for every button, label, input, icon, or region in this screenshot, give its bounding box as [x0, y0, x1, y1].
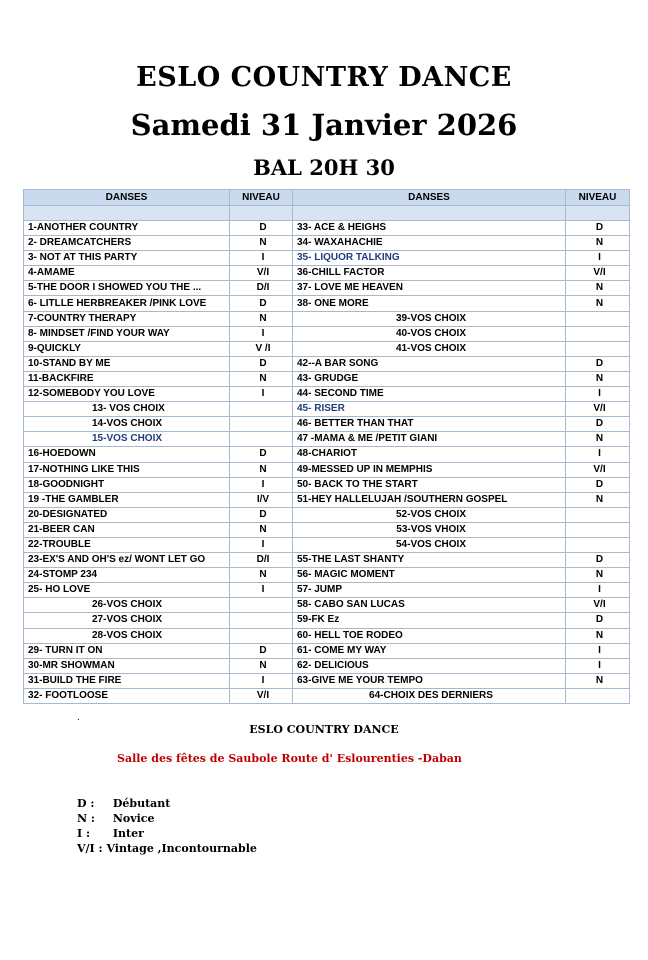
level-cell	[566, 326, 630, 341]
dance-cell: 25- HO LOVE	[24, 583, 230, 598]
dance-cell: 2- DREAMCATCHERS	[24, 236, 230, 251]
table-row	[24, 387, 630, 402]
header-niveau-right: NIVEAU	[566, 190, 630, 206]
level-cell: N	[566, 492, 630, 507]
level-cell: N	[566, 673, 630, 688]
dance-cell: 60- HELL TOE RODEO	[293, 628, 566, 643]
dance-cell: 64-CHOIX DES DERNIERS	[293, 688, 566, 703]
level-cell: D	[566, 553, 630, 568]
level-cell: N	[566, 371, 630, 386]
level-cell: D	[230, 643, 293, 658]
table-row	[24, 673, 630, 688]
dance-cell: 12-SOMEBODY YOU LOVE	[24, 387, 230, 402]
dance-cell: 46- BETTER THAN THAT	[293, 417, 566, 432]
table-row	[24, 537, 630, 552]
level-cell: D	[566, 417, 630, 432]
level-cell	[230, 402, 293, 417]
dance-cell: 7-COUNTRY THERAPY	[24, 311, 230, 326]
dance-cell: 19 -THE GAMBLER	[24, 492, 230, 507]
dance-cell: 35- LIQUOR TALKING	[293, 251, 566, 266]
dance-cell: 55-THE LAST SHANTY	[293, 553, 566, 568]
table-row	[24, 236, 630, 251]
event-time: BAL 20H 30	[253, 155, 395, 180]
table-row	[24, 522, 630, 537]
dance-list-table	[23, 189, 630, 704]
dance-cell: 52-VOS CHOIX	[293, 507, 566, 522]
table-row	[24, 447, 630, 462]
level-cell	[566, 507, 630, 522]
venue-address: Salle des fêtes de Saubole Route d' Eslourenties -Daban	[117, 752, 462, 765]
dance-cell: 23-EX'S AND OH'S ez/ WONT LET GO	[24, 553, 230, 568]
table-row	[24, 251, 630, 266]
dance-cell: 61- COME MY WAY	[293, 643, 566, 658]
table-row	[24, 371, 630, 386]
level-cell: I	[230, 673, 293, 688]
dance-cell: 16-HOEDOWN	[24, 447, 230, 462]
event-date: Samedi 31 Janvier 2026	[130, 108, 518, 142]
level-cell: I	[230, 251, 293, 266]
club-title: ESLO COUNTRY DANCE	[136, 62, 512, 93]
dance-cell: 54-VOS CHOIX	[293, 537, 566, 552]
dance-cell: 17-NOTHING LIKE THIS	[24, 462, 230, 477]
legend-item: D : Débutant	[77, 797, 171, 810]
level-cell: V/I	[230, 688, 293, 703]
dance-cell: 59-FK Ez	[293, 613, 566, 628]
dance-cell: 33- ACE & HEIGHS	[293, 221, 566, 236]
table-subheader-row	[24, 206, 630, 221]
level-cell: V/I	[230, 266, 293, 281]
level-cell: I	[566, 387, 630, 402]
dance-cell: 58- CABO SAN LUCAS	[293, 598, 566, 613]
level-cell: N	[566, 568, 630, 583]
dance-cell: 38- ONE MORE	[293, 296, 566, 311]
dance-cell: 40-VOS CHOIX	[293, 326, 566, 341]
level-cell: I	[566, 251, 630, 266]
dance-cell: 15-VOS CHOIX	[24, 432, 230, 447]
dance-cell: 6- LITLLE HERBREAKER /PINK LOVE	[24, 296, 230, 311]
table-row	[24, 311, 630, 326]
table-row	[24, 417, 630, 432]
level-cell: V/I	[566, 462, 630, 477]
level-cell: I	[230, 387, 293, 402]
dance-cell: 44- SECOND TIME	[293, 387, 566, 402]
level-cell	[230, 598, 293, 613]
table-row	[24, 402, 630, 417]
level-legend	[77, 796, 257, 856]
level-cell	[566, 311, 630, 326]
level-cell: D	[566, 221, 630, 236]
level-cell: D/I	[230, 281, 293, 296]
level-cell: D	[230, 296, 293, 311]
table-row	[24, 643, 630, 658]
table-row	[24, 492, 630, 507]
table-header-row	[24, 190, 630, 206]
level-cell: I	[566, 447, 630, 462]
table-row	[24, 266, 630, 281]
table-row	[24, 221, 630, 236]
level-cell	[230, 432, 293, 447]
level-cell: D	[230, 356, 293, 371]
table-row	[24, 507, 630, 522]
dance-cell: 49-MESSED UP IN MEMPHIS	[293, 462, 566, 477]
level-cell	[566, 522, 630, 537]
level-cell: N	[566, 628, 630, 643]
table-row	[24, 281, 630, 296]
level-cell	[566, 341, 630, 356]
dance-cell: 45- RISER	[293, 402, 566, 417]
dance-cell: 32- FOOTLOOSE	[24, 688, 230, 703]
dance-cell: 63-GIVE ME YOUR TEMPO	[293, 673, 566, 688]
dance-cell: 39-VOS CHOIX	[293, 311, 566, 326]
table-row	[24, 432, 630, 447]
table-row	[24, 341, 630, 356]
level-cell: I	[566, 583, 630, 598]
level-cell: N	[230, 522, 293, 537]
dance-cell: 8- MINDSET /FIND YOUR WAY	[24, 326, 230, 341]
table-row	[24, 568, 630, 583]
level-cell: V/I	[566, 266, 630, 281]
dance-cell: 24-STOMP 234	[24, 568, 230, 583]
level-cell: I	[566, 658, 630, 673]
table-row	[24, 598, 630, 613]
level-cell: N	[230, 568, 293, 583]
level-cell	[566, 537, 630, 552]
dance-cell: 5-THE DOOR I SHOWED YOU THE ...	[24, 281, 230, 296]
dance-cell: 27-VOS CHOIX	[24, 613, 230, 628]
level-cell: V/I	[566, 402, 630, 417]
level-cell: I	[230, 326, 293, 341]
header-danses-right: DANSES	[293, 190, 566, 206]
level-cell: N	[230, 236, 293, 251]
dance-cell: 21-BEER CAN	[24, 522, 230, 537]
level-cell: N	[566, 296, 630, 311]
level-cell: N	[230, 462, 293, 477]
stray-dot: .	[77, 712, 80, 723]
header-danses-left: DANSES	[24, 190, 230, 206]
level-cell: D	[566, 477, 630, 492]
legend-item: V/I : Vintage ,Incontournable	[77, 842, 257, 855]
dance-cell: 43- GRUDGE	[293, 371, 566, 386]
table-row	[24, 462, 630, 477]
table-row	[24, 477, 630, 492]
dance-cell: 42--A BAR SONG	[293, 356, 566, 371]
dance-cell: 57- JUMP	[293, 583, 566, 598]
level-cell: D/I	[230, 553, 293, 568]
level-cell: N	[230, 311, 293, 326]
dance-cell: 31-BUILD THE FIRE	[24, 673, 230, 688]
level-cell: N	[566, 432, 630, 447]
dance-cell: 20-DESIGNATED	[24, 507, 230, 522]
level-cell: D	[230, 507, 293, 522]
level-cell: N	[230, 371, 293, 386]
legend-item: N : Novice	[77, 812, 155, 825]
level-cell: N	[566, 236, 630, 251]
dance-cell: 53-VOS VHOIX	[293, 522, 566, 537]
legend-item: I : Inter	[77, 827, 144, 840]
footer-club-name: ESLO COUNTRY DANCE	[249, 723, 399, 736]
level-cell: D	[566, 356, 630, 371]
dance-cell: 3- NOT AT THIS PARTY	[24, 251, 230, 266]
level-cell: I	[230, 537, 293, 552]
dance-cell: 30-MR SHOWMAN	[24, 658, 230, 673]
dance-cell: 10-STAND BY ME	[24, 356, 230, 371]
dance-cell: 51-HEY HALLELUJAH /SOUTHERN GOSPEL	[293, 492, 566, 507]
level-cell: V /I	[230, 341, 293, 356]
level-cell: I/V	[230, 492, 293, 507]
dance-cell: 41-VOS CHOIX	[293, 341, 566, 356]
dance-cell: 36-CHILL FACTOR	[293, 266, 566, 281]
level-cell: I	[230, 477, 293, 492]
dance-cell: 18-GOODNIGHT	[24, 477, 230, 492]
header-niveau-left: NIVEAU	[230, 190, 293, 206]
dance-cell: 22-TROUBLE	[24, 537, 230, 552]
level-cell	[230, 628, 293, 643]
dance-cell: 1-ANOTHER COUNTRY	[24, 221, 230, 236]
dance-cell: 48-CHARIOT	[293, 447, 566, 462]
dance-cell: 26-VOS CHOIX	[24, 598, 230, 613]
dance-cell: 56- MAGIC MOMENT	[293, 568, 566, 583]
dance-cell: 13- VOS CHOIX	[24, 402, 230, 417]
dance-cell: 11-BACKFIRE	[24, 371, 230, 386]
level-cell: D	[230, 221, 293, 236]
dance-cell: 9-QUICKLY	[24, 341, 230, 356]
level-cell	[230, 613, 293, 628]
level-cell	[566, 688, 630, 703]
table-row	[24, 688, 630, 703]
dance-cell: 50- BACK TO THE START	[293, 477, 566, 492]
level-cell: N	[566, 281, 630, 296]
level-cell: D	[230, 447, 293, 462]
dance-cell: 37- LOVE ME HEAVEN	[293, 281, 566, 296]
table-row	[24, 613, 630, 628]
level-cell	[230, 417, 293, 432]
dance-cell: 4-AMAME	[24, 266, 230, 281]
level-cell: V/I	[566, 598, 630, 613]
table-row	[24, 628, 630, 643]
dance-cell: 62- DELICIOUS	[293, 658, 566, 673]
level-cell: I	[566, 643, 630, 658]
table-row	[24, 296, 630, 311]
table-row	[24, 326, 630, 341]
dance-cell: 47 -MAMA & ME /PETIT GIANI	[293, 432, 566, 447]
dance-cell: 28-VOS CHOIX	[24, 628, 230, 643]
table-row	[24, 553, 630, 568]
level-cell: N	[230, 658, 293, 673]
table-body	[24, 221, 630, 704]
table-row	[24, 583, 630, 598]
dance-cell: 29- TURN IT ON	[24, 643, 230, 658]
level-cell: I	[230, 583, 293, 598]
dance-cell: 14-VOS CHOIX	[24, 417, 230, 432]
level-cell: D	[566, 613, 630, 628]
dance-cell: 34- WAXAHACHIE	[293, 236, 566, 251]
table-row	[24, 658, 630, 673]
table-row	[24, 356, 630, 371]
